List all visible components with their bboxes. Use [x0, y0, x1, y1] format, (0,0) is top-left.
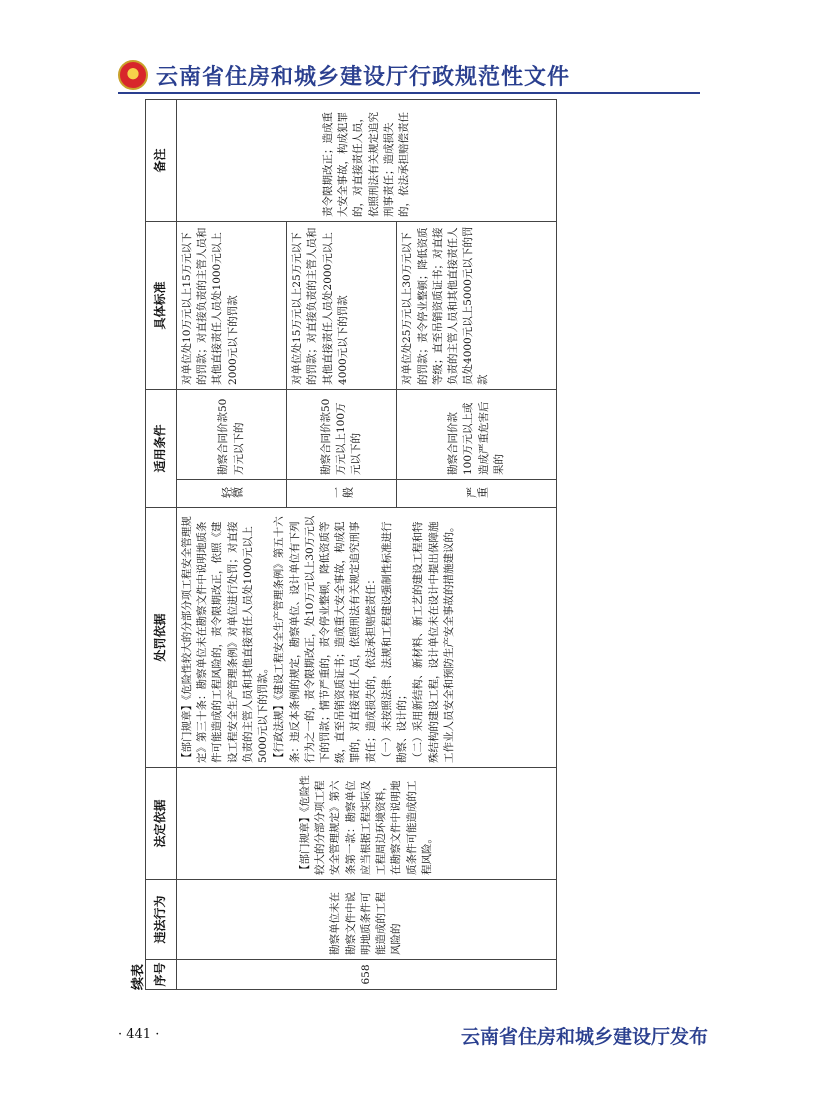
- header-act: 违法行为: [146, 880, 177, 960]
- table-header-row: [146, 99, 177, 989]
- cell-std: 对单位处25万元以上30万元以下的罚款；责令停业整顿；降低资质等级；直至吊销资质证书；对直接负责的主管人员和其他直接责任人员处4000元以上5000元以下的罚款: [397, 221, 557, 389]
- penalty-para: 【部门规章】《危险性较大的分部分项工程安全管理规定》第三十条：勘察单位未在勘察文件中说明地质条件可能造成的工程风险的，责令限期改正，依照《建设工程安全生产管理条例》对单位进行处罚；对直接负责的主管人员和其他直接责任人员处1000元以上5000元以下的罚款。: [181, 516, 270, 763]
- rotated-table: [131, 100, 557, 990]
- penalty-para: （一）未按照法律、法规和工程建设强制性标准进行勘察、设计的；: [380, 521, 409, 763]
- penalty-table: [145, 99, 557, 990]
- header-penalty: 处罚依据: [146, 508, 177, 768]
- cell-act: 勘察单位未在勘察文件中说明地质条件可能造成的工程风险的: [177, 880, 557, 960]
- header-remark: 备注: [146, 99, 177, 221]
- national-emblem-icon: [118, 60, 148, 90]
- cell-cond: 勘察合同价款100万元以上或造成严重危害后果的: [397, 389, 557, 479]
- page-header: [118, 58, 570, 92]
- cell-cond: 勘察合同价款50万元以上100万元以下的: [287, 389, 397, 479]
- level-label: 严重: [465, 486, 488, 500]
- header-title: 云南省住房和城乡建设厅行政规范性文件: [156, 64, 571, 90]
- cell-level: [287, 480, 397, 508]
- cell-no: 658: [177, 960, 557, 990]
- header-std: 具体标准: [146, 221, 177, 389]
- header-cond: 适用条件: [146, 389, 177, 507]
- cell-cond: 勘察合同价款50万元以下的: [177, 389, 287, 479]
- cell-legal: 【部门规章】《危险性较大的分部分项工程安全管理规定》第六条第一款：勘察单位应当根据工程实际及工程周边环境资料，在勘察文件中说明地质条件可能造成的工程风险。: [177, 768, 557, 880]
- cell-std: 对单位处10万元以上15万元以下的罚款；对直接负责的主管人员和其他直接责任人员处1000元以上2000元以下的罚款: [177, 221, 287, 389]
- rotated-table-area: [131, 100, 557, 990]
- cell-level: [397, 480, 557, 508]
- level-label: 轻微: [220, 486, 243, 500]
- page-number: · 441 ·: [118, 1027, 160, 1042]
- header-legal: 法定依据: [146, 768, 177, 880]
- cell-level: [177, 480, 287, 508]
- cell-penalty: [177, 508, 557, 768]
- header-no: 序号: [146, 960, 177, 990]
- cell-remark: 责令限期改正；造成重大安全事故，构成犯罪的，对直接责任人员，依照刑法有关规定追究刑事责任；造成损失的，依法承担赔偿责任: [177, 99, 557, 221]
- penalty-para: （二）采用新结构、新材料、新工艺的建设工程和特殊结构的建设工程，设计单位未在设计中提出保障施工作业人员安全和预防生产安全事故的措施建议的。: [412, 521, 455, 763]
- table-row: [177, 99, 287, 989]
- cell-std: 对单位处15万元以上25万元以下的罚款；对直接负责的主管人员和其他直接责任人员处2000元以上4000元以下的罚款: [287, 221, 397, 389]
- level-label: 一般: [330, 486, 353, 500]
- header-rule: [118, 92, 700, 94]
- penalty-para: 【行政法规】《建设工程安全生产管理条例》第五十六条：违反本条例的规定，勘察单位、设计单位有下列行为之一的，责令限期改正，处10万元以上30万元以下的罚款；情节严重的，责令停业整顿，降低资质等级，直至吊销资质证书；造成重大安全事故，构成犯罪的，对直接责任人员，依照刑法有关规定追究刑事责任；造成损失的，依法承担赔偿责任：: [273, 515, 377, 763]
- footer-publisher: 云南省住房和城乡建设厅发布: [460, 1026, 708, 1048]
- continued-label: 续表: [131, 963, 146, 990]
